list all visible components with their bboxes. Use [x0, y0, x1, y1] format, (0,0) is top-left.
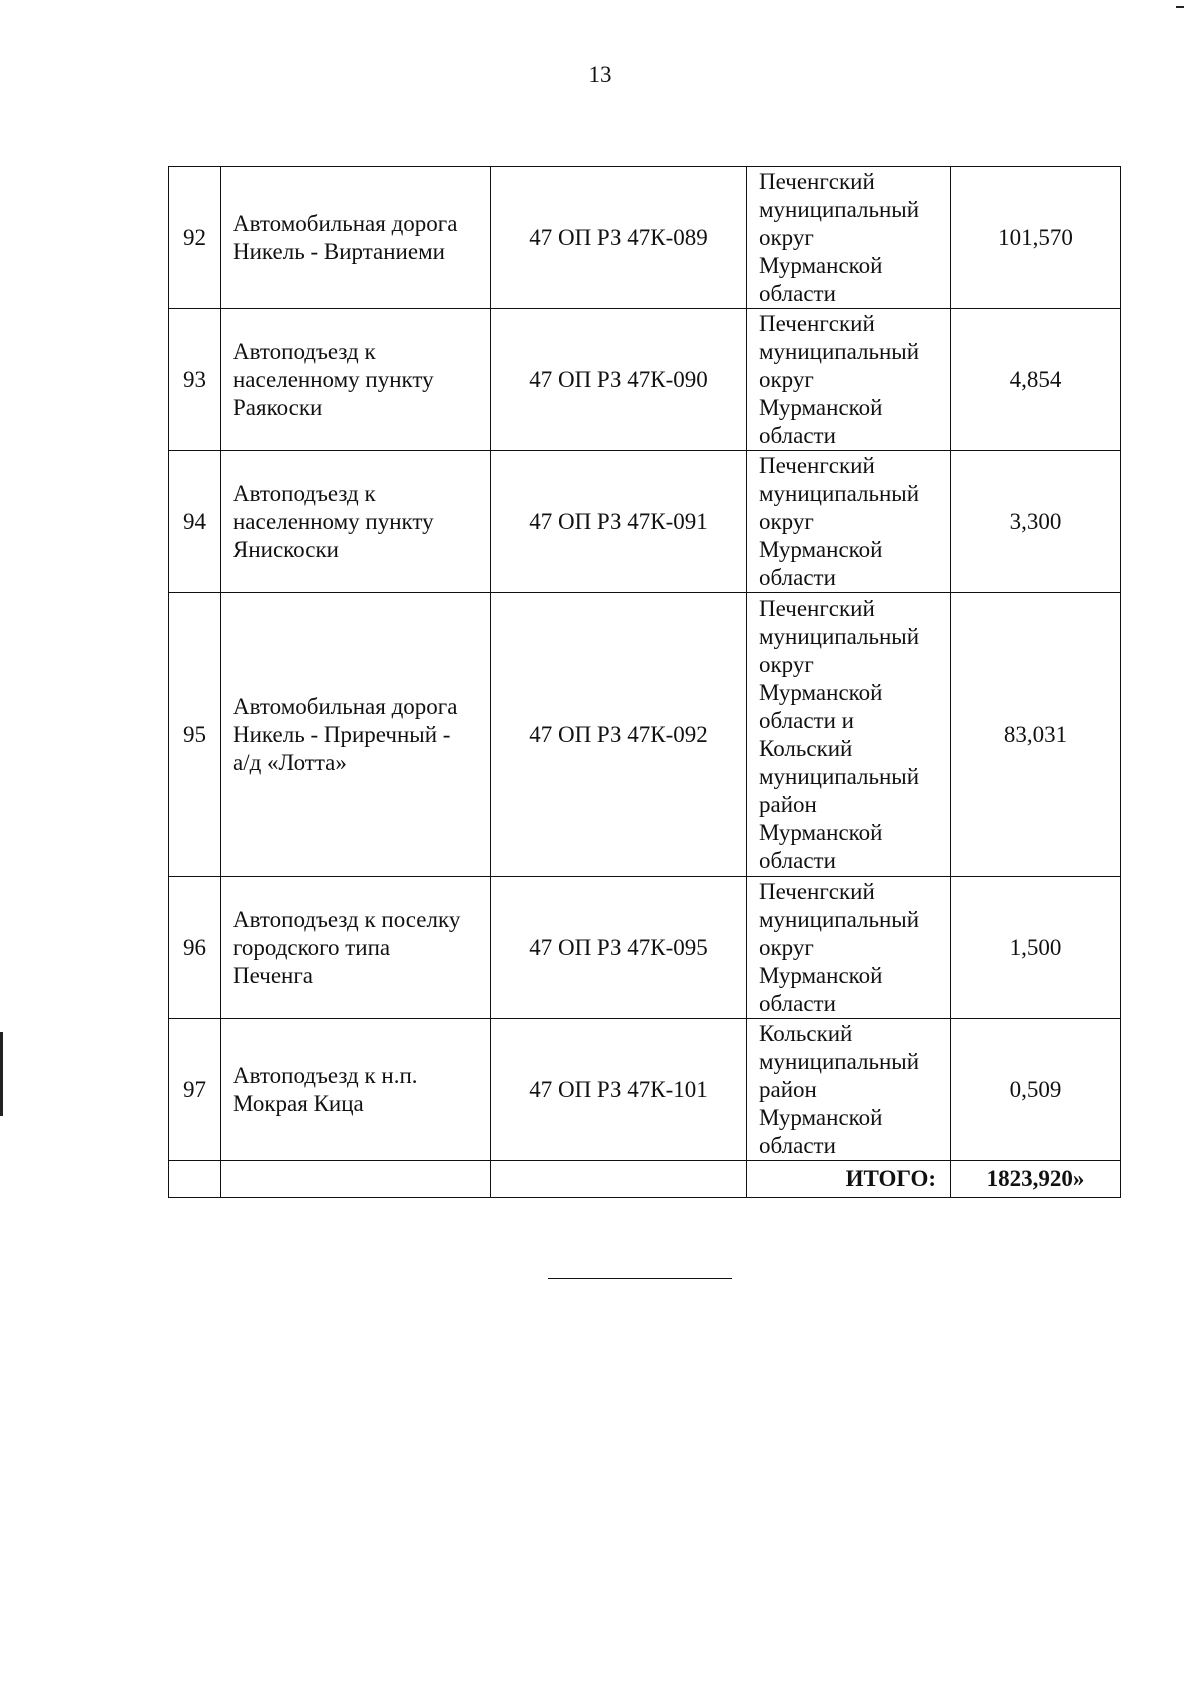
road-length: 0,509	[951, 1019, 1121, 1161]
district: Кольский муниципальный район Мурманской области	[747, 1019, 951, 1161]
road-name: Автомобильная дорога Никель - Приречный - а/д «Лотта»	[221, 593, 491, 877]
district: Печенгский муниципальный округ Мурманской области	[747, 877, 951, 1019]
district: Печенгский муниципальный округ Мурманской области и Кольский муниципальный район Мурманской области	[747, 593, 951, 877]
row-number: 96	[169, 877, 221, 1019]
table-row	[169, 309, 1121, 451]
road-code: 47 ОП РЗ 47К-095	[491, 877, 747, 1019]
district: Печенгский муниципальный округ Мурманской области	[747, 451, 951, 593]
row-number: 92	[169, 167, 221, 309]
road-code: 47 ОП РЗ 47К-101	[491, 1019, 747, 1161]
roads-table	[168, 166, 1121, 1198]
total-label: ИТОГО:	[747, 1161, 951, 1198]
row-number: 95	[169, 593, 221, 877]
road-name: Автоподъезд к населенному пункту Раякоски	[221, 309, 491, 451]
page-number: 13	[588, 62, 612, 87]
row-number: 97	[169, 1019, 221, 1161]
road-name: Автомобильная дорога Никель - Виртаниеми	[221, 167, 491, 309]
empty-cell	[169, 1161, 221, 1198]
scan-mark-top-right	[1176, 6, 1184, 8]
road-length: 1,500	[951, 877, 1121, 1019]
table-row	[169, 167, 1121, 309]
road-length: 101,570	[951, 167, 1121, 309]
road-code: 47 ОП РЗ 47К-091	[491, 451, 747, 593]
empty-cell	[491, 1161, 747, 1198]
road-code: 47 ОП РЗ 47К-089	[491, 167, 747, 309]
road-length: 83,031	[951, 593, 1121, 877]
road-length: 4,854	[951, 309, 1121, 451]
total-value: 1823,920»	[951, 1161, 1121, 1198]
row-number: 93	[169, 309, 221, 451]
table-row	[169, 877, 1121, 1019]
district: Печенгский муниципальный округ Мурманской области	[747, 167, 951, 309]
empty-cell	[221, 1161, 491, 1198]
road-name: Автоподъезд к поселку городского типа Печенга	[221, 877, 491, 1019]
road-code: 47 ОП РЗ 47К-090	[491, 309, 747, 451]
row-number: 94	[169, 451, 221, 593]
table-row	[169, 451, 1121, 593]
road-name: Автоподъезд к н.п. Мокрая Кица	[221, 1019, 491, 1161]
table-body	[169, 167, 1121, 1198]
road-name: Автоподъезд к населенному пункту Янискоски	[221, 451, 491, 593]
table-row	[169, 1019, 1121, 1161]
road-code: 47 ОП РЗ 47К-092	[491, 593, 747, 877]
total-row	[169, 1161, 1121, 1198]
scan-mark-left-edge	[0, 1032, 3, 1116]
district: Печенгский муниципальный округ Мурманской области	[747, 309, 951, 451]
road-length: 3,300	[951, 451, 1121, 593]
table-row	[169, 593, 1121, 877]
end-rule	[548, 1278, 732, 1279]
